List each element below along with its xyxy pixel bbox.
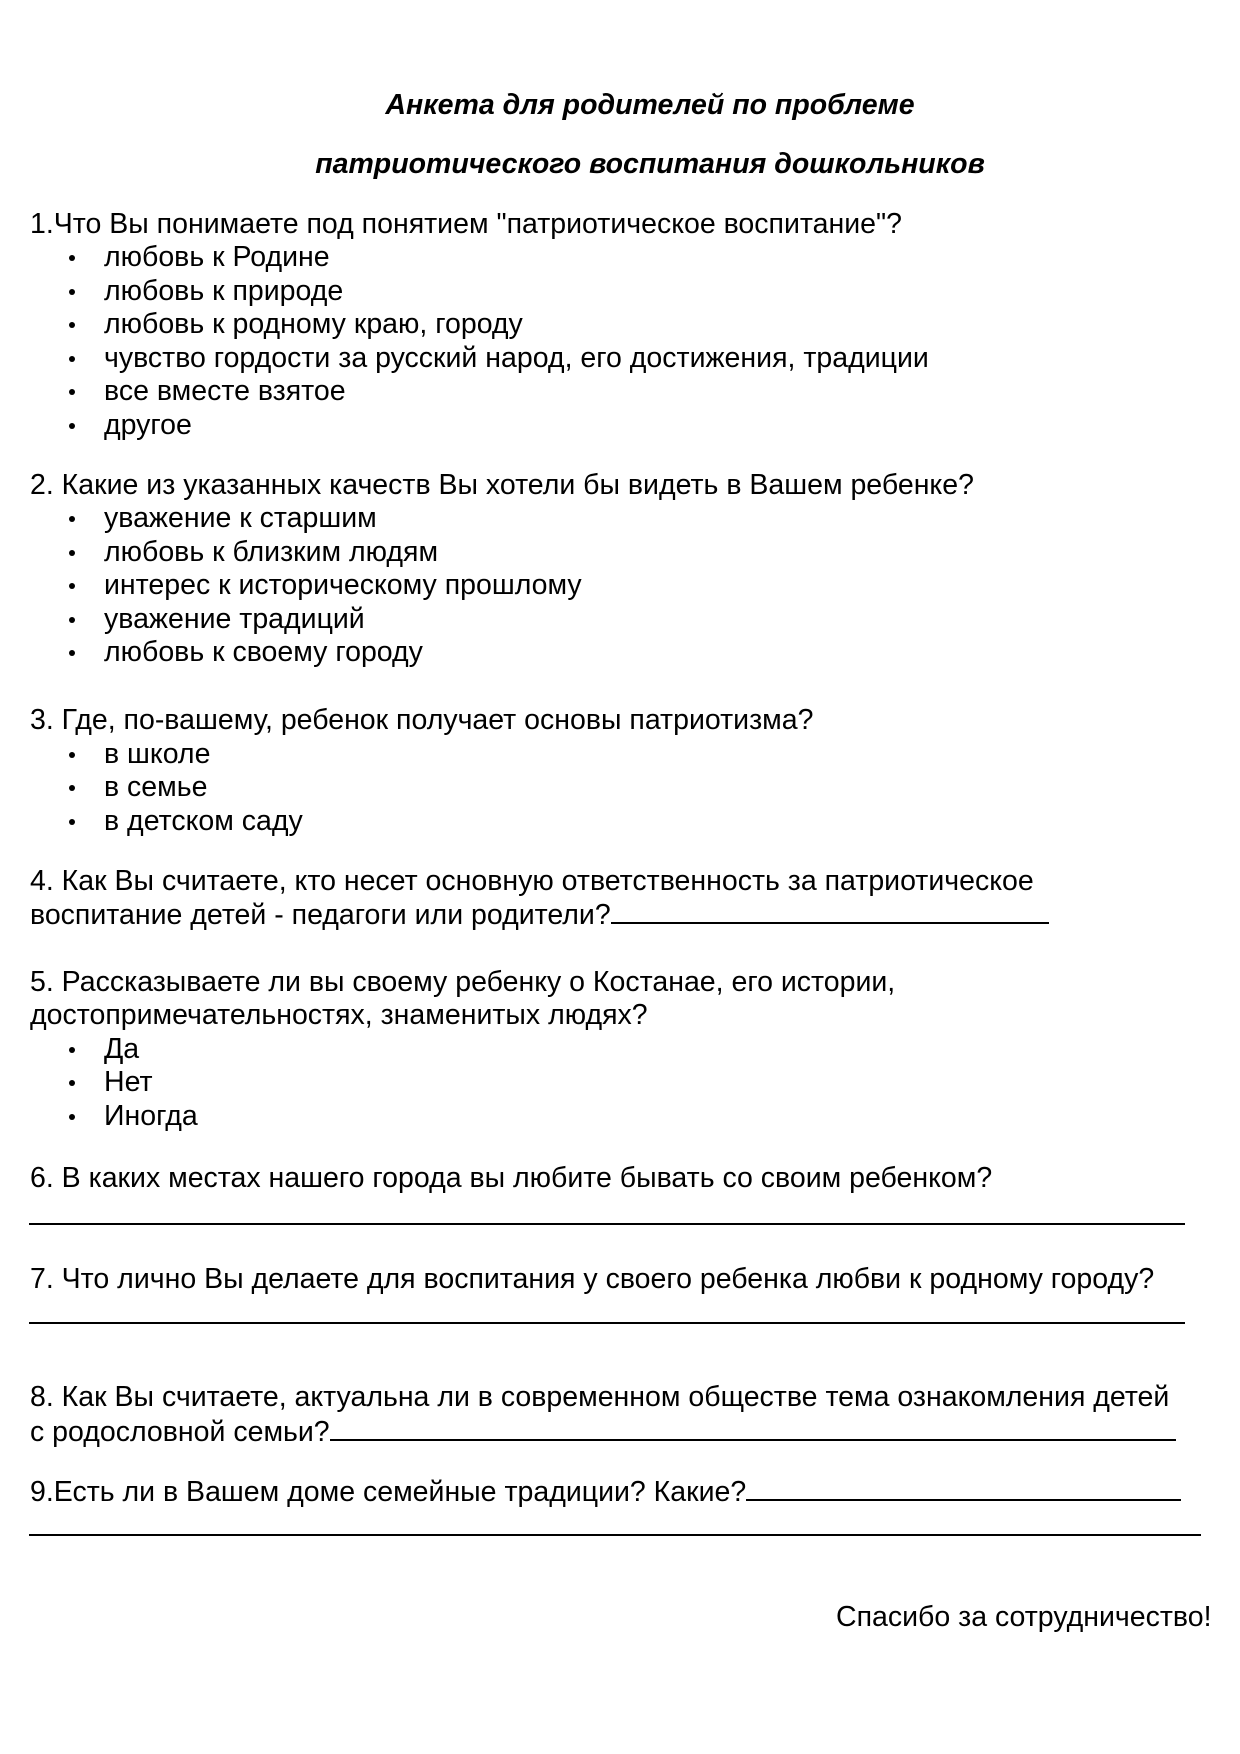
q1-option-6: другое bbox=[104, 409, 192, 441]
q7-answer-line[interactable] bbox=[29, 1322, 1185, 1324]
q2-option-1: уважение к старшим bbox=[104, 502, 377, 534]
q6-answer-line[interactable] bbox=[29, 1223, 1185, 1225]
question-5-line-2: достопримечательностях, знаменитых людях? bbox=[30, 999, 648, 1031]
q1-option-5: все вместе взятое bbox=[104, 375, 346, 407]
q1-option-2: любовь к природе bbox=[104, 275, 344, 307]
closing-thanks: Спасибо за сотрудничество! bbox=[836, 1601, 1212, 1633]
q2-option-3: интерес к историческому прошлому bbox=[104, 569, 582, 601]
question-3: 3. Где, по-вашему, ребенок получает основы патриотизма? bbox=[30, 704, 814, 736]
question-8-text: с родословной семьи? bbox=[30, 1416, 330, 1448]
question-8-line-1: 8. Как Вы считаете, актуальна ли в современном обществе тема ознакомления детей bbox=[30, 1381, 1170, 1413]
q3-option-1: в школе bbox=[104, 738, 211, 770]
q9-answer-line-2[interactable] bbox=[29, 1534, 1201, 1536]
q1-option-4: чувство гордости за русский народ, его достижения, традиции bbox=[104, 342, 929, 374]
question-4-text: воспитание детей - педагоги или родители? bbox=[30, 899, 611, 931]
q5-option-sometimes: Иногда bbox=[104, 1100, 198, 1132]
question-9-text: 9.Есть ли в Вашем доме семейные традиции? Какие? bbox=[30, 1476, 747, 1508]
q2-option-4: уважение традиций bbox=[104, 603, 365, 635]
q1-option-1: любовь к Родине bbox=[104, 241, 330, 273]
q9-answer-line[interactable] bbox=[746, 1474, 1181, 1501]
question-7: 7. Что лично Вы делаете для воспитания у своего ребенка любви к родному городу? bbox=[30, 1263, 1155, 1295]
question-9 bbox=[30, 1474, 1181, 1509]
question-5-line-1: 5. Рассказываете ли вы своему ребенку о Костанае, его истории, bbox=[30, 966, 896, 998]
q1-option-3: любовь к родному краю, городу bbox=[104, 308, 523, 340]
q5-option-no: Нет bbox=[104, 1066, 153, 1098]
q8-answer-line[interactable] bbox=[330, 1414, 1176, 1441]
question-6: 6. В каких местах нашего города вы любите бывать со своим ребенком? bbox=[30, 1162, 993, 1194]
question-2: 2. Какие из указанных качеств Вы хотели бы видеть в Вашем ребенке? bbox=[30, 469, 974, 501]
question-8-line-2 bbox=[30, 1414, 1176, 1449]
q3-option-3: в детском саду bbox=[104, 805, 303, 837]
q2-option-5: любовь к своему городу bbox=[104, 636, 423, 668]
q5-option-yes: Да bbox=[104, 1033, 140, 1065]
question-4-line-1: 4. Как Вы считаете, кто несет основную ответственность за патриотическое bbox=[30, 865, 1034, 897]
page-title-line-2: патриотического воспитания дошкольников bbox=[315, 148, 985, 180]
question-1: 1.Что Вы понимаете под понятием "патриотическое воспитание"? bbox=[30, 208, 902, 240]
q3-option-2: в семье bbox=[104, 771, 208, 803]
q4-answer-line[interactable] bbox=[611, 897, 1049, 924]
page-title-line-1: Анкета для родителей по проблеме bbox=[385, 89, 915, 121]
question-4-line-2 bbox=[30, 897, 1049, 932]
q2-option-2: любовь к близким людям bbox=[104, 536, 439, 568]
